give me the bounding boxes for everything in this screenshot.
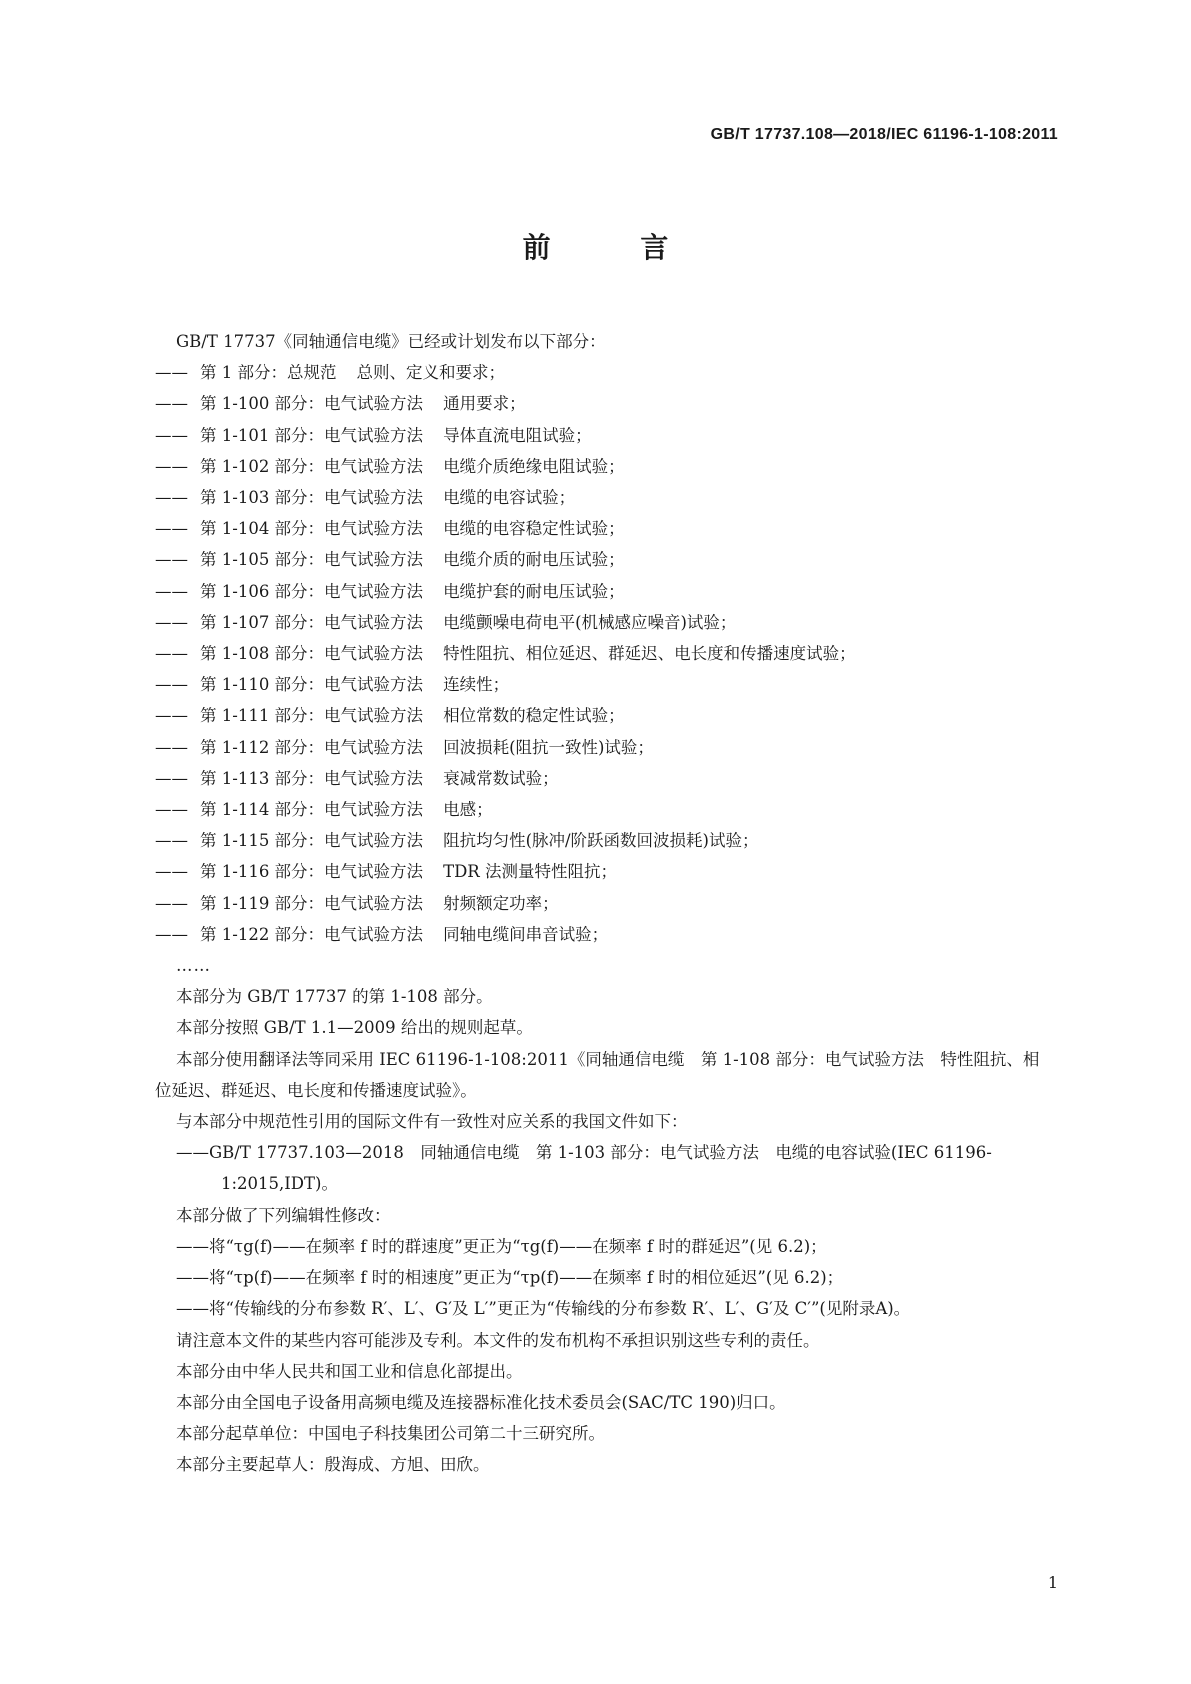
- drafting-unit-paragraph: 本部分起草单位：中国电子科技集团公司第二十三研究所。: [176, 1424, 605, 1444]
- list-dash: ——: [155, 550, 188, 570]
- part-subject: 电缆介质绝缘电阻试验；: [443, 456, 625, 476]
- list-dash: ——: [155, 737, 188, 757]
- part-title: 第 1-108 部分：电气试验方法: [200, 644, 424, 664]
- drafters-paragraph: 本部分主要起草人：殷海成、方旭、田欣。: [176, 1455, 490, 1475]
- part-title: 第 1-113 部分：电气试验方法: [200, 768, 424, 788]
- proposed-paragraph: 本部分由中华人民共和国工业和信息化部提出。: [176, 1361, 523, 1381]
- list-dash: ——: [155, 924, 188, 944]
- part-of-paragraph: 本部分为 GB/T 17737 的第 1-108 部分。: [176, 987, 493, 1007]
- document-id-header: GB/T 17737.108—2018/IEC 61196-1-108:2011: [710, 126, 1058, 143]
- part-list-item: [155, 638, 1055, 669]
- list-ellipsis: ……: [176, 956, 211, 976]
- part-title: 第 1-122 部分：电气试验方法: [200, 924, 424, 944]
- list-dash: ——: [155, 675, 188, 695]
- list-dash: ——: [155, 831, 188, 851]
- edits-paragraph: 本部分做了下列编辑性修改：: [176, 1205, 391, 1225]
- part-subject: 电感；: [443, 800, 493, 820]
- page-number: 1: [1047, 1573, 1058, 1592]
- list-dash: ——: [155, 425, 188, 445]
- part-list-item: [155, 388, 1055, 419]
- part-title: 第 1-102 部分：电气试验方法: [200, 456, 424, 476]
- part-list-item: [155, 544, 1055, 575]
- patent-paragraph: 请注意本文件的某些内容可能涉及专利。本文件的发布机构不承担识别这些专利的责任。: [176, 1330, 820, 1350]
- correspondence-item: ——GB/T 17737.103—2018 同轴通信电缆 第 1-103 部分：电气试验方法 电缆的电容试验(IEC 61196-1:2015,IDT)。: [176, 1143, 992, 1194]
- part-title: 第 1-103 部分：电气试验方法: [200, 488, 424, 508]
- part-subject: 电缆的电容稳定性试验；: [443, 519, 625, 539]
- part-subject: 总则、定义和要求；: [356, 363, 505, 383]
- part-list-item: [155, 482, 1055, 513]
- part-subject: 特性阻抗、相位延迟、群延迟、电长度和传播速度试验；: [443, 644, 856, 664]
- list-dash: ——: [155, 394, 188, 414]
- part-title: 第 1-104 部分：电气试验方法: [200, 519, 424, 539]
- part-title: 第 1-111 部分：电气试验方法: [200, 706, 424, 726]
- list-dash: ——: [155, 363, 188, 383]
- list-dash: ——: [155, 519, 188, 539]
- part-list-item: [155, 513, 1055, 544]
- part-list-item: [155, 856, 1055, 887]
- part-subject: 衰减常数试验；: [443, 768, 559, 788]
- part-title: 第 1-119 部分：电气试验方法: [200, 893, 424, 913]
- part-list-item: [155, 357, 1055, 388]
- part-list-item: [155, 451, 1055, 482]
- part-subject: 相位常数的稳定性试验；: [443, 706, 625, 726]
- part-list-item: [155, 669, 1055, 700]
- intro-paragraph: GB/T 17737《同轴通信电缆》已经或计划发布以下部分：: [176, 332, 606, 351]
- list-dash: ——: [155, 644, 188, 664]
- page-title: 前 言: [522, 231, 709, 264]
- part-title: 第 1-105 部分：电气试验方法: [200, 550, 424, 570]
- part-subject: 电缆护套的耐电压试验；: [443, 581, 625, 601]
- part-subject: 通用要求；: [443, 394, 526, 414]
- part-list-item: [155, 763, 1055, 794]
- list-dash: ——: [155, 581, 188, 601]
- part-list-item: [155, 576, 1055, 607]
- part-subject: 射频额定功率；: [443, 893, 559, 913]
- part-list-item: [155, 919, 1055, 950]
- part-title: 第 1-112 部分：电气试验方法: [200, 737, 424, 757]
- centralized-paragraph: 本部分由全国电子设备用高频电缆及连接器标准化技术委员会(SAC/TC 190)归口。: [176, 1392, 786, 1412]
- part-title: 第 1-116 部分：电气试验方法: [200, 862, 424, 882]
- part-title: 第 1-107 部分：电气试验方法: [200, 612, 424, 632]
- edit-item: ——将“τp(f)——在频率 f 时的相速度”更正为“τp(f)——在频率 f 时的相位延迟”(见 6.2)；: [176, 1268, 844, 1288]
- part-list-item: [155, 607, 1055, 638]
- list-dash: ——: [155, 893, 188, 913]
- part-list-item: [155, 700, 1055, 731]
- part-list-item: [155, 732, 1055, 763]
- part-subject: 同轴电缆间串音试验；: [443, 924, 609, 944]
- list-dash: ——: [155, 768, 188, 788]
- part-subject: 导体直流电阻试验；: [443, 425, 592, 445]
- part-title: 第 1-114 部分：电气试验方法: [200, 800, 424, 820]
- part-subject: 连续性；: [443, 675, 510, 695]
- part-subject: 电缆的电容试验；: [443, 488, 576, 508]
- part-title: 第 1-101 部分：电气试验方法: [200, 425, 424, 445]
- part-title: 第 1-106 部分：电气试验方法: [200, 581, 424, 601]
- rules-paragraph: 本部分按照 GB/T 1.1—2009 给出的规则起草。: [176, 1018, 533, 1038]
- correspondence-paragraph: 与本部分中规范性引用的国际文件有一致性对应关系的我国文件如下：: [176, 1112, 688, 1132]
- preface-body: [155, 326, 1055, 1481]
- parts-list: [155, 357, 1055, 950]
- part-title: 第 1-110 部分：电气试验方法: [200, 675, 424, 695]
- part-title: 第 1-100 部分：电气试验方法: [200, 394, 424, 414]
- list-dash: ——: [155, 706, 188, 726]
- part-list-item: [155, 420, 1055, 451]
- list-dash: ——: [155, 862, 188, 882]
- list-dash: ——: [155, 800, 188, 820]
- list-dash: ——: [155, 612, 188, 632]
- part-subject: TDR 法测量特性阻抗；: [443, 862, 617, 882]
- list-dash: ——: [155, 456, 188, 476]
- edits-list: [155, 1231, 1055, 1325]
- part-subject: 电缆介质的耐电压试验；: [443, 550, 625, 570]
- edit-item: ——将“τg(f)——在频率 f 时的群速度”更正为“τg(f)——在频率 f 时的群延迟”(见 6.2)；: [176, 1236, 827, 1256]
- part-subject: 回波损耗(阻抗一致性)试验；: [443, 737, 654, 757]
- part-title: 第 1-115 部分：电气试验方法: [200, 831, 424, 851]
- part-list-item: [155, 794, 1055, 825]
- edit-item: ——将“传输线的分布参数 R′、L′、G′及 L′”更正为“传输线的分布参数 R′、L′、G′及 C′”(见附录A)。: [176, 1299, 911, 1319]
- part-list-item: [155, 888, 1055, 919]
- part-title: 第 1 部分：总规范: [200, 363, 337, 383]
- part-list-item: [155, 825, 1055, 856]
- translation-paragraph: 本部分使用翻译法等同采用 IEC 61196-1-108:2011《同轴通信电缆 第 1-108 部分：电气试验方法 特性阻抗、相位延迟、群延迟、电长度和传播速度试验》。: [155, 1049, 1040, 1100]
- list-dash: ——: [155, 488, 188, 508]
- part-subject: 阻抗均匀性(脉冲/阶跃函数回波损耗)试验；: [443, 831, 759, 851]
- part-subject: 电缆颤噪电荷电平(机械感应噪音)试验；: [443, 612, 737, 632]
